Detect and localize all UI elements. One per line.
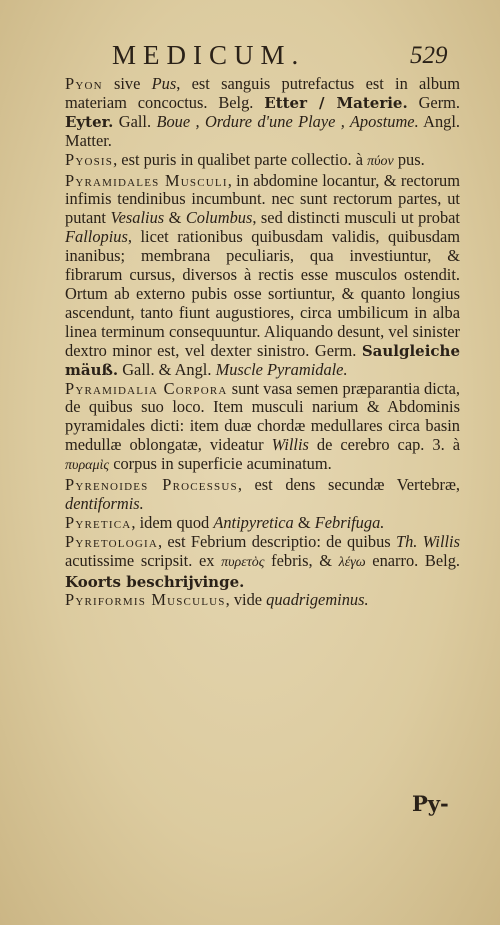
entry-text: Muscle Pyramidale. bbox=[215, 359, 348, 379]
entry-text: sunt vasa semen præparantia dicta, de quibus suo loco. Item musculi narium & Abdominis pyramidales dicti: item duæ chordæ medullares circa basin medullæ oblongatæ, videatur bbox=[65, 378, 460, 455]
entry-text: Febrifuga. bbox=[314, 512, 385, 532]
entry-headword: Pyretologia bbox=[65, 531, 158, 551]
entry-text: Gall. bbox=[113, 111, 157, 131]
entry-text: Koorts beschrijvinge. bbox=[65, 572, 245, 591]
entry-text: Pus bbox=[151, 74, 177, 93]
entry-text: pus. bbox=[393, 149, 425, 169]
entry-headword: Pyramidalia Corpora bbox=[65, 378, 228, 398]
page-header bbox=[0, 40, 500, 74]
entry-text: Antipyretica bbox=[213, 512, 294, 532]
entry-text: & bbox=[293, 512, 315, 532]
entry-text: Boue , Ordure d'une Playe , Apostume. bbox=[156, 111, 419, 131]
entry-text: corpus in superficie acuminatum. bbox=[109, 454, 332, 474]
entry-text: , licet rationibus quibusdam validis, quibusdam inanibus; membrana peculiaris, qua investiuntur, & fibrarum cursus, diversos à rectis esse musculos ostendit. Ortum ab externo pubis osse sortiuntur, & quanto longius ascendunt, tanto fiunt augustiores, circa umbilicum in alba linea terminum consequuntur. Aliquando desunt, vel sinister dextro minor est, vel dexter sinistro. Germ. bbox=[65, 227, 460, 360]
entry-text: sive bbox=[102, 74, 152, 93]
entry-text: Columbus bbox=[185, 208, 253, 228]
entry-text: Gall. & Angl. bbox=[118, 359, 216, 379]
running-title: MEDICUM. bbox=[112, 40, 306, 70]
entry-headword: Pyretica bbox=[65, 512, 132, 532]
entry-text: , sed distincti musculi ut probat bbox=[252, 208, 460, 228]
entry-headword: Pyrenoides Processus bbox=[65, 475, 238, 495]
entry-headword: Pyramidales Musculi bbox=[65, 170, 228, 190]
entry-text: , est dens secundæ Vertebræ, bbox=[237, 475, 461, 495]
dictionary-entry bbox=[65, 151, 460, 172]
entry-text: Germ. bbox=[407, 92, 460, 112]
dictionary-entry bbox=[65, 591, 460, 610]
dictionary-entries bbox=[65, 75, 460, 610]
dictionary-entry bbox=[65, 172, 460, 380]
entry-text: πυραμὶς bbox=[65, 458, 110, 474]
entry-text: , est sanguis putrefactus est in album materiam concoctus. Belg. bbox=[65, 74, 460, 112]
dictionary-entry bbox=[65, 476, 460, 514]
entry-headword: Pyon bbox=[65, 74, 103, 93]
entry-text: πυρετὸς bbox=[221, 554, 265, 570]
entry-text: Fallopius bbox=[65, 227, 128, 247]
dictionary-entry bbox=[65, 380, 460, 477]
entry-text: Etter / Materie. bbox=[264, 93, 408, 112]
entry-text: Angl. Matter. bbox=[65, 111, 461, 150]
entry-headword: Pyriformis Musculus bbox=[65, 590, 226, 610]
entry-text: , idem quod bbox=[131, 512, 214, 532]
dictionary-entry bbox=[65, 75, 460, 151]
entry-text: Th. Willis bbox=[395, 531, 460, 551]
entry-text: Willis bbox=[271, 435, 309, 455]
entry-text: febris, & bbox=[264, 550, 339, 570]
entry-text: Saulgleiche mäuß. bbox=[65, 341, 460, 379]
entry-text: , in abdomine locantur, & rectorum infimis tendinibus incumbunt. nec sunt rectorum partes, ut putant bbox=[65, 170, 460, 228]
entry-text: & bbox=[164, 208, 186, 228]
page-number: 529 bbox=[410, 42, 448, 69]
entry-text: πύον bbox=[367, 153, 394, 169]
catchword: Py- bbox=[412, 791, 449, 816]
entry-text: acutissime scripsit. ex bbox=[65, 550, 222, 570]
entry-text: Eyter. bbox=[65, 112, 114, 131]
entry-headword: Pyosis bbox=[65, 149, 114, 169]
entry-text: , vide bbox=[225, 590, 267, 610]
entry-text: dentiformis. bbox=[65, 493, 144, 513]
entry-text: λέγω bbox=[338, 554, 366, 570]
entry-text: quadrigeminus. bbox=[266, 590, 369, 610]
entry-text: , est Febrium descriptio: de quibus bbox=[158, 531, 396, 551]
entry-text: , est puris in qualibet parte collectio. à bbox=[113, 149, 368, 169]
entry-text: de cerebro cap. 3. à bbox=[308, 435, 460, 455]
entry-text: Vesalius bbox=[110, 208, 165, 228]
dictionary-entry bbox=[65, 533, 460, 592]
dictionary-entry bbox=[65, 514, 460, 533]
entry-text: enarro. Belg. bbox=[365, 550, 460, 570]
